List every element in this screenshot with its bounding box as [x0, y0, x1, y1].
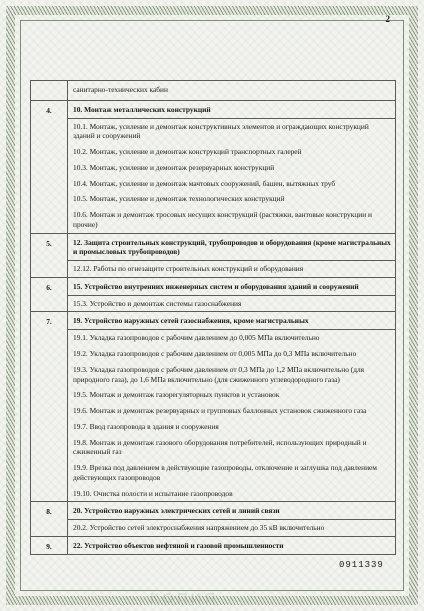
section-number: 6.	[31, 277, 68, 312]
work-item: 12.12. Работы по огнезащите строительных конструкций и оборудования	[68, 260, 395, 277]
work-item: 10.4. Монтаж, усиление и демонтаж мачтовых сооружений, башен, вытяжных труб	[73, 178, 336, 188]
section-heading: 19. Устройство наружных сетей газоснабжения, кроме магистральных	[73, 316, 309, 326]
section-heading: 15. Устройство внутренних инженерных систем и оборудования зданий и сооружений	[73, 281, 359, 291]
works-table-container	[30, 80, 396, 555]
table-row	[31, 312, 396, 502]
work-item: 10.6. Монтаж и демонтаж тросовых несущих конструкций (растяжки, вантовые конструкции и прочие)	[73, 210, 373, 229]
work-item: 19.9. Врезка под давлением в действующие газопроводы, отключение и заглушка под давлением действующих газопроводов	[73, 463, 377, 482]
work-item: 19.8. Монтаж и демонтаж газового оборудования потребителей, использующих природный и сжиженный газ	[73, 437, 367, 457]
table-row	[31, 81, 396, 101]
table-row	[31, 100, 396, 233]
section-number: 7.	[31, 312, 68, 502]
work-item: 15.3. Устройство и демонтаж системы газоснабжения	[68, 295, 395, 312]
work-item: 10.2. Монтаж, усиление и демонтаж конструкций транспортных галерей	[73, 147, 302, 157]
work-item: 10.5. Монтаж, усиление и демонтаж технологических конструкций	[73, 194, 285, 204]
work-item: 19.1. Укладка газопроводов с рабочим давлением до 0,005 МПа включительно	[68, 329, 395, 346]
serial-number: 0911339	[339, 560, 384, 570]
section-number: 5.	[31, 233, 68, 277]
table-row	[31, 277, 396, 312]
section-content	[68, 502, 396, 537]
work-item: 19.7. Ввод газопровода в здания и сооружения	[73, 421, 219, 431]
section-heading: 20. Устройство наружных электрических сетей и линий связи	[73, 506, 280, 516]
works-table	[30, 80, 396, 555]
section-heading: 12. Защита строительных конструкций, трубопроводов и оборудования (кроме магистральных и промысловых трубопроводов)	[73, 237, 391, 257]
section-heading: 10. Монтаж металлических конструкций	[73, 104, 211, 114]
row-number-cell	[31, 81, 68, 101]
section-number: 9.	[31, 536, 68, 554]
work-item: 19.10. Очистка полости и испытание газопроводов	[73, 488, 233, 498]
table-row	[31, 502, 396, 537]
page-number: 2	[385, 14, 390, 24]
work-item: 10.3. Монтаж, усиление и демонтаж резервуарных конструкций	[73, 162, 275, 172]
section-number: 4.	[31, 100, 68, 233]
work-item: 19.5. Монтаж и демонтаж газорегуляторных пунктов и установок	[73, 390, 280, 400]
section-content	[68, 233, 396, 277]
table-row	[31, 233, 396, 277]
continued-item: санитарно-технических кабин	[68, 81, 396, 101]
section-content	[68, 312, 396, 502]
work-item: 19.2. Укладка газопроводов с рабочим давлением от 0,005 МПа до 0,3 МПа включительно	[73, 349, 357, 359]
work-item: 20.2. Устройство сетей электроснабжения напряжением до 35 кВ включительно	[68, 519, 395, 536]
work-item: 10.1. Монтаж, усиление и демонтаж конструктивных элементов и ограждающих конструкций зданий и сооружений	[68, 118, 395, 145]
table-row	[31, 536, 396, 554]
section-content	[68, 100, 396, 233]
section-number: 8.	[31, 502, 68, 537]
section-content	[68, 536, 396, 554]
section-heading: 22. Устройство объектов нефтяной и газовой промышленности	[73, 540, 284, 550]
work-item: 19.3. Укладка газопроводов с рабочим давлением от 0,3 МПа до 1,2 МПа включительно (для природного газа), до 1,6 МПа включительно (для сжиженного углеводородного газа)	[73, 364, 365, 384]
section-content	[68, 277, 396, 312]
copy-watermark: КОПИЯ	[150, 590, 219, 607]
work-item: 19.6. Монтаж и демонтаж резервуарных и групповых баллонных установок сжиженного газа	[73, 406, 367, 416]
